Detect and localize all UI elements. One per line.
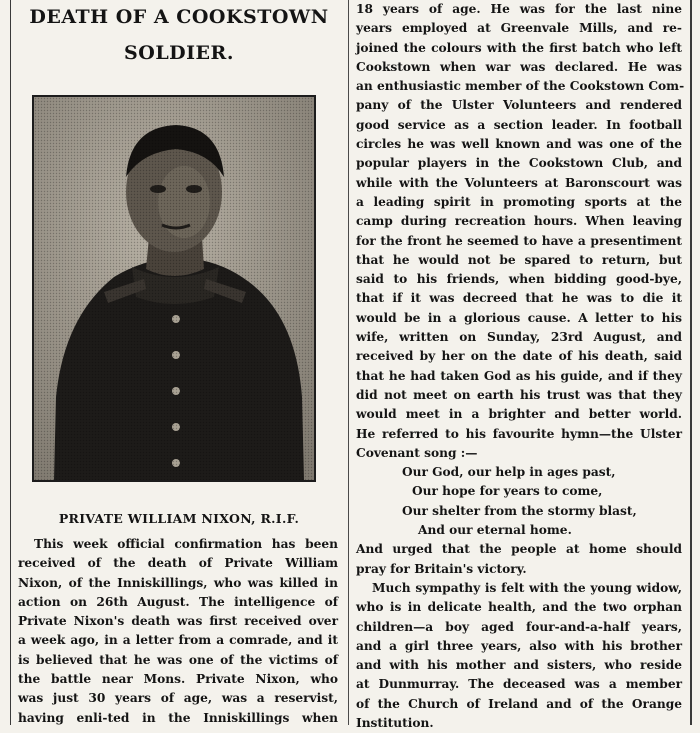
text-line: Institution. <box>356 715 434 730</box>
text-line: Cookstown when war was declared. He was <box>356 59 682 74</box>
text-line: while with the Volunteers at Baronscourt was <box>356 175 682 190</box>
column-rule-middle <box>348 0 349 725</box>
text-line: camp during recreation hours. When leaving <box>356 214 682 229</box>
text-line: wife, written on Sunday, 23rd August, and <box>356 330 682 345</box>
text-line: popular players in the Cookstown Club, and <box>356 156 682 171</box>
text-line: 18 years of age. He was for the last nine <box>356 2 682 16</box>
text-line: that he had taken God as his guide, and if they <box>356 368 682 383</box>
text-line: good service as a section leader. In football <box>356 117 682 132</box>
text-line: years employed at Greenvale Mills, and re- <box>356 21 682 36</box>
text-line: and a girl three years, also with his brother <box>356 638 682 653</box>
text-line: who is in delicate health, and the two orphan <box>356 600 682 615</box>
hymn-line: Our shelter from the stormy blast, <box>402 503 637 518</box>
text-line: is believed that he was one of the victims of <box>18 652 338 667</box>
text-line: did not meet on earth his trust was that they <box>356 387 682 402</box>
column-rule-right <box>690 0 692 725</box>
hymn-line: Our hope for years to come, <box>412 484 603 499</box>
hymn-verse <box>356 463 682 540</box>
text-line: children—a boy aged four-and-a-half years, <box>356 619 682 634</box>
text-line: the battle near Mons. Private Nixon, who <box>18 672 338 687</box>
text-line: And urged that the people at home should <box>356 542 682 557</box>
text-line: of the Church of Ireland and of the Orange <box>356 696 682 711</box>
right-column-text <box>356 0 685 733</box>
text-line: that he would not be spared to return, but <box>356 252 682 267</box>
text-line: Covenant song :— <box>356 445 478 460</box>
text-line: would be in a glorious cause. A letter to his <box>356 310 682 325</box>
text-line: for the front he seemed to have a presentiment <box>356 233 682 248</box>
headline-line-1: DEATH OF A COOKSTOWN <box>29 6 329 28</box>
text-line: having enli-ted in the Inniskillings when <box>18 710 338 725</box>
text-line: a week ago, in a letter from a comrade, and it <box>18 633 338 648</box>
text-line: received of the death of Private William <box>18 556 338 571</box>
text-line: He referred to his favourite hymn—the Ulster <box>356 426 682 441</box>
text-line: received by her on the date of his death, said <box>356 349 682 364</box>
soldier-portrait-photo <box>32 95 316 482</box>
text-line: action on 26th August. The intelligence of <box>18 594 338 609</box>
text-line: pray for Britain's victory. <box>356 561 527 576</box>
left-column-text <box>18 535 338 728</box>
text-line: circles he was well known and was one of the <box>356 137 682 152</box>
text-line: and with his mother and sisters, who reside <box>356 658 682 673</box>
text-line: was just 30 years of age, was a reservist, <box>18 691 338 706</box>
text-line: pany of the Ulster Volunteers and rendered <box>356 98 682 113</box>
text-line: This week official confirmation has been <box>34 537 338 551</box>
text-line: Much sympathy is felt with the young widow, <box>372 580 682 595</box>
text-line: that if it was decreed that he was to die it <box>356 291 682 306</box>
text-line: an enthusiastic member of the Cookstown Com- <box>356 79 685 94</box>
text-line: Nixon, of the Inniskillings, who was killed in <box>18 575 338 590</box>
text-line: would meet in a brighter and better world. <box>356 407 682 422</box>
hymn-line: Our God, our help in ages past, <box>402 465 616 480</box>
text-line: said to his friends, when bidding good-bye, <box>356 272 682 287</box>
photo-caption: PRIVATE WILLIAM NIXON, R.I.F. <box>58 511 300 526</box>
headline-line-2: SOLDIER. <box>124 42 234 64</box>
text-line: joined the colours with the first batch who left <box>356 40 682 55</box>
hymn-line: And our eternal home. <box>418 523 572 538</box>
soldier-portrait-image <box>34 97 314 480</box>
text-line: at Dunmurray. The deceased was a member <box>356 677 682 692</box>
text-line: a leading spirit in promoting sports at the <box>356 194 682 209</box>
text-line: Private Nixon's death was first received over <box>18 614 338 629</box>
column-rule-left <box>10 0 11 725</box>
